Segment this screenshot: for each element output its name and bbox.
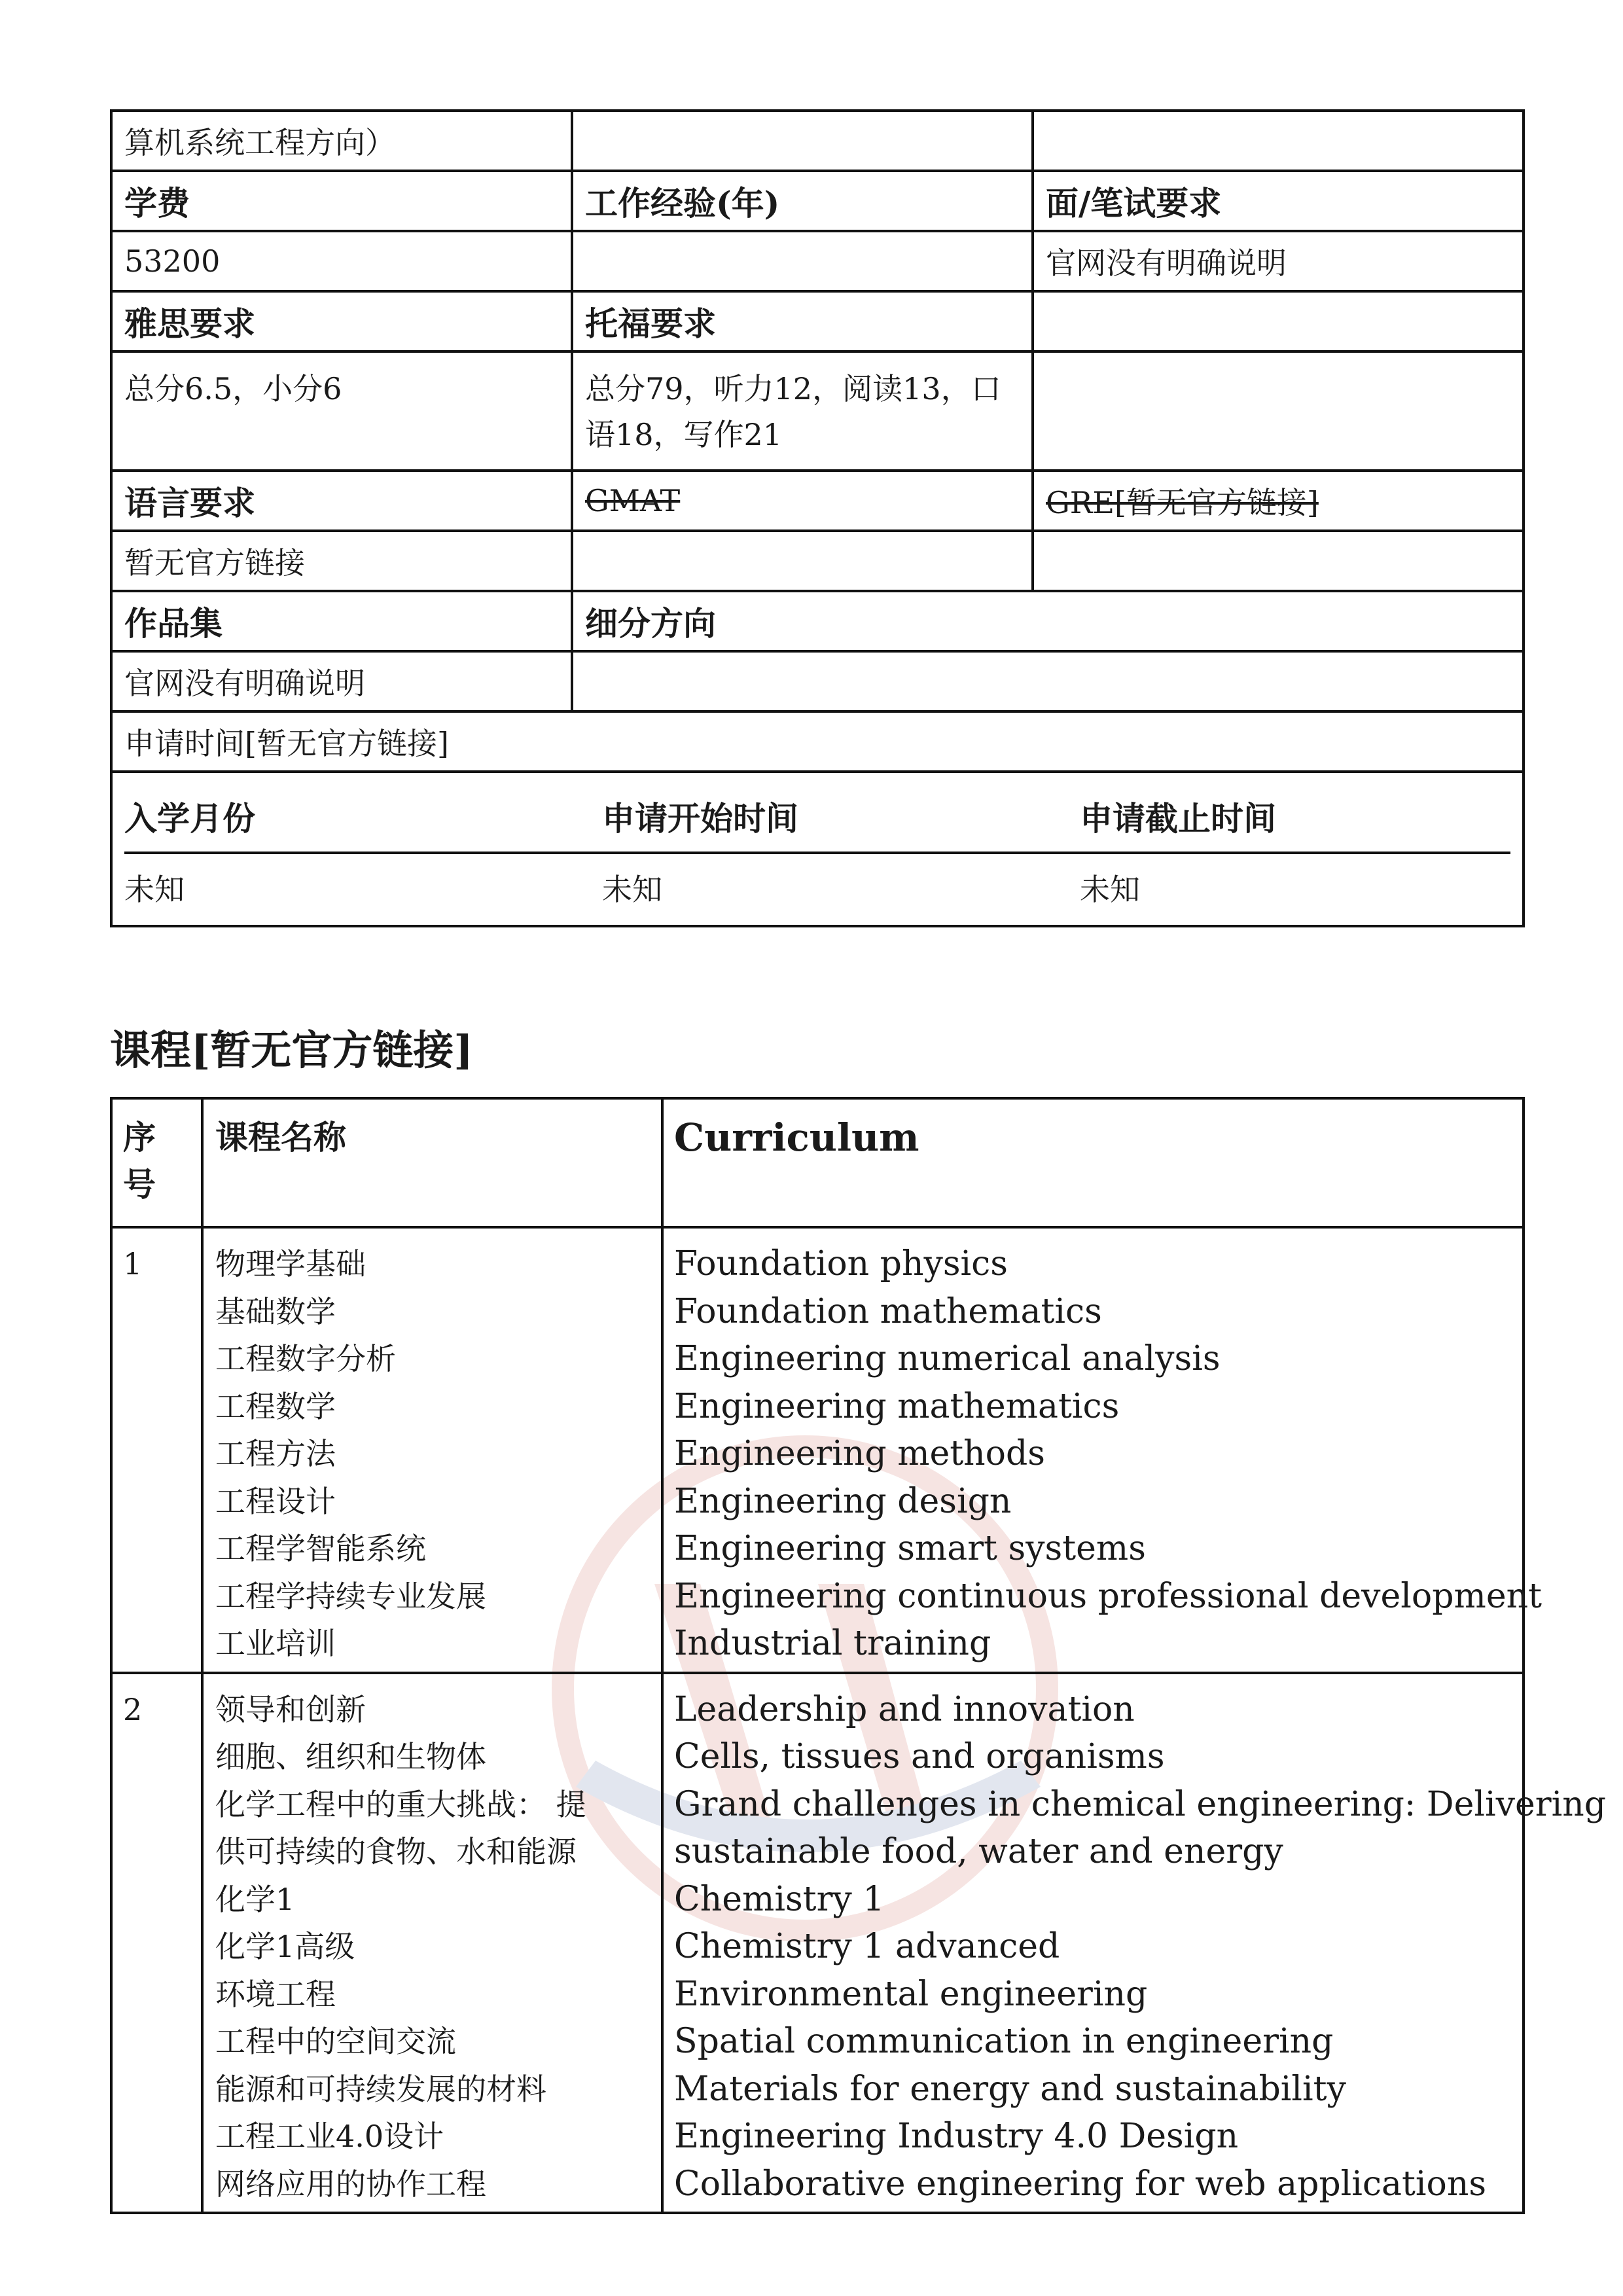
portfolio-label: 作品集 xyxy=(111,591,572,651)
toefl-value-line-1: 总分79，听力12，阅读13，口 xyxy=(585,371,1001,406)
course-section-title: 课程[暂无官方链接] xyxy=(110,1026,473,1074)
application-start-value: 未知 xyxy=(602,872,662,907)
header-number: 序 号 xyxy=(111,1098,202,1227)
toefl-label: 托福要求 xyxy=(572,291,1033,351)
work-experience-label: 工作经验(年) xyxy=(572,171,1033,231)
application-start-header: 申请开始时间 xyxy=(602,773,1080,854)
intake-month-header: 入学月份 xyxy=(124,773,602,854)
course-names-en: Leadership and innovation Cells, tissues and organisms Grand challenges in chemical engineering: Delivering sustainable food, water and energy Chemistry 1 Chemistry 1 advanced Environmental engineering Spatial communication in engineering Materials for energy and sustainability Engineering Industry 4.0 Design Collaborative engineering for web applications xyxy=(662,1673,1524,2214)
header-course-name: 课程名称 xyxy=(202,1098,662,1227)
application-time: 申请时间[暂无官方链接] xyxy=(111,711,1524,772)
gmat-label: GMAT xyxy=(572,471,1033,531)
language-label: 语言要求 xyxy=(111,471,572,531)
course-names-en: Foundation physics Foundation mathematics Engineering numerical analysis Engineering mathematics Engineering methods Engineering design Engineering smart systems Engineering continuous professional development Industrial training xyxy=(662,1227,1524,1673)
tuition-label: 学费 xyxy=(111,171,572,231)
application-deadline-header: 申请截止时间 xyxy=(1080,773,1510,854)
program-info-table xyxy=(110,109,1525,927)
interview-value: 官网没有明确说明 xyxy=(1033,231,1524,291)
language-value: 暂无官方链接 xyxy=(111,531,572,591)
application-dates xyxy=(111,772,1524,926)
course-names-zh: 领导和创新 细胞、组织和生物体 化学工程中的重大挑战： 提 供可持续的食物、水和能源 化学1 化学1高级 环境工程 工程中的空间交流 能源和可持续发展的材料 工程工业4.0设计 网络应用的协作工程 xyxy=(202,1673,662,2214)
course-table xyxy=(110,1097,1607,2214)
row-number: 1 xyxy=(111,1227,202,1673)
tuition-value: 53200 xyxy=(111,231,572,291)
course-names-zh: 物理学基础 基础数学 工程数字分析 工程数学 工程方法 工程设计 工程学智能系统 工程学持续专业发展 工业培训 xyxy=(202,1227,662,1673)
gre-label: GRE[暂无官方链接] xyxy=(1033,471,1524,531)
interview-label: 面/笔试要求 xyxy=(1033,171,1524,231)
application-deadline-value: 未知 xyxy=(1080,872,1140,907)
subdirection-label: 细分方向 xyxy=(572,591,1524,651)
toefl-value-line-2: 语18，写作21 xyxy=(585,417,783,452)
work-experience-value xyxy=(572,231,1033,291)
ielts-label: 雅思要求 xyxy=(111,291,572,351)
header-curriculum: Curriculum xyxy=(662,1098,1524,1227)
ielts-value: 总分6.5，小分6 xyxy=(111,351,572,471)
table-row xyxy=(111,1227,1524,1673)
table-row xyxy=(111,1673,1524,2214)
program-name-fragment: 算机系统工程方向） xyxy=(111,111,572,171)
intake-month-value: 未知 xyxy=(124,872,185,907)
row-number: 2 xyxy=(111,1673,202,2214)
portfolio-value: 官网没有明确说明 xyxy=(111,651,572,711)
toefl-value xyxy=(572,351,1033,471)
